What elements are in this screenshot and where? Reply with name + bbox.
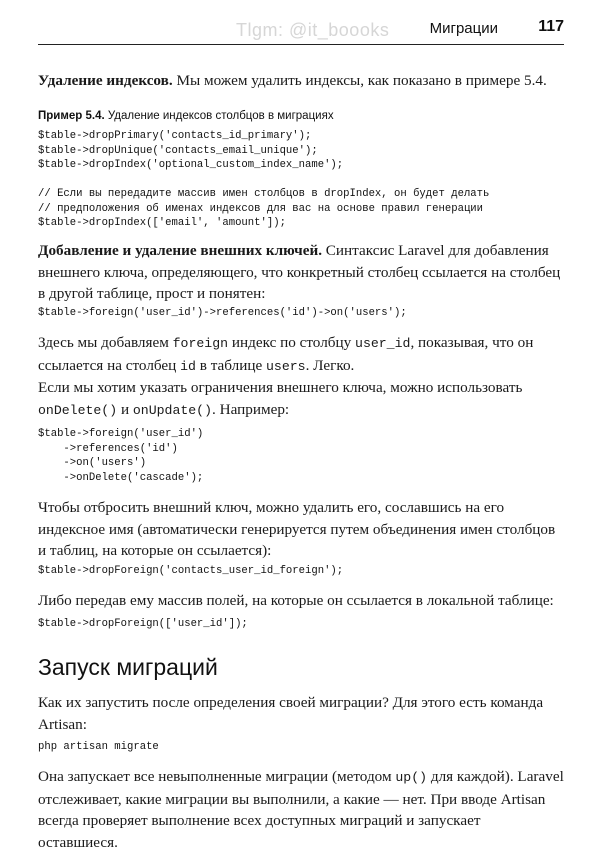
code-comment-line: // Если вы передадите массив имен столбцов в dropIndex, он будет делать	[38, 188, 490, 200]
code-block-drop-indexes	[38, 129, 564, 231]
text-run: , показывая, что он ссылается на столбец	[38, 334, 534, 374]
code-line: $table->dropIndex(['email', 'amount']);	[38, 217, 286, 229]
running-title: Миграции	[429, 20, 498, 37]
text-run: Она запускает все невыполненные миграции (методом	[38, 768, 396, 785]
paragraph-drop-foreign-array: Либо передав ему массив полей, на которые он ссылается в локальной таблице:	[38, 592, 554, 609]
example-label: Пример 5.4.	[38, 110, 105, 122]
paragraph-constraints	[38, 377, 564, 421]
example-caption-text: Удаление индексов столбцов в миграциях	[104, 110, 334, 122]
code-line: ->onDelete('cascade');	[38, 471, 204, 484]
text-run: и	[117, 400, 133, 418]
code-line: $table->dropIndex('optional_custom_index_name');	[38, 159, 344, 171]
inline-code: foreign	[172, 336, 229, 351]
page-number: 117	[538, 18, 564, 35]
inline-code: id	[180, 358, 196, 374]
drop-indexes-text: Мы можем удалить индексы, как показано в примере 5.4.	[172, 72, 547, 89]
text-run: индекс по столбцу	[228, 334, 356, 351]
code-comment-line: // предположения об именах индексов для вас на основе правил генерации	[38, 202, 484, 215]
text-run: в таблице	[195, 356, 266, 374]
code-block-constraints	[38, 427, 564, 485]
code-line-foreign: $table->foreign('user_id')->references('id')->on('users');	[38, 307, 407, 319]
paragraph-run-explain	[38, 766, 564, 853]
code-line: ->on('users')	[38, 457, 147, 469]
paragraph-drop-foreign: Чтобы отбросить внешний ключ, можно удалить его, сославшись на его индексное имя (автоматически генерируется путем объединения имен столбцов и таблиц, на которые он ссылается):	[38, 499, 556, 559]
code-line-drop-foreign-array: $table->dropForeign(['user_id']);	[38, 618, 248, 630]
page-header	[38, 8, 564, 45]
code-line: $table->dropUnique('contacts_email_unique');	[38, 144, 318, 157]
paragraph-run-intro: Как их запустить после определения своей миграции? Для этого есть команда Artisan:	[38, 694, 544, 733]
paragraph-foreign-explain	[38, 332, 564, 377]
foreign-keys-lead: Добавление и удаление внешних ключей.	[38, 242, 322, 259]
inline-code: users	[266, 358, 306, 374]
code-line: $table->foreign('user_id')	[38, 428, 204, 440]
code-line-drop-foreign: $table->dropForeign('contacts_user_id_foreign');	[38, 565, 344, 577]
drop-indexes-lead: Удаление индексов.	[38, 72, 173, 89]
inline-code: user_id	[355, 336, 411, 351]
text-run: Здесь мы добавляем	[38, 334, 173, 351]
foreign-keys-text: Синтаксис Laravel для добавления внешнего ключа, определяющего, что конкретный столбец ссылается на столбец в другой таблице, прост и понятен:	[38, 242, 561, 302]
inline-code: onUpdate()	[132, 402, 213, 418]
text-run: . Легко.	[305, 356, 355, 374]
inline-code: up()	[395, 770, 428, 785]
paragraph-drop-indexes	[38, 70, 564, 92]
text-run: для каждой). Laravel отслеживает, какие миграции вы выполнили, а какие — нет. При вводе Artisan всегда проверяет выполнение всех доступных миграций и запускает оставшиеся.	[38, 768, 564, 851]
paragraph-foreign-keys	[38, 240, 564, 305]
inline-code: onDelete()	[38, 402, 118, 418]
command-line: php artisan migrate	[38, 741, 159, 753]
code-line: $table->dropPrimary('contacts_id_primary');	[38, 130, 312, 142]
text-run: . Например:	[212, 400, 290, 418]
watermark: Tlgm: @it_boooks	[236, 20, 390, 40]
section-heading: Запуск миграций	[38, 654, 218, 680]
text-run: Если мы хотим указать ограничения внешнего ключа, можно использовать	[38, 379, 523, 396]
code-line: ->references('id')	[38, 442, 178, 455]
example-caption	[38, 110, 564, 122]
code-line	[38, 173, 564, 188]
